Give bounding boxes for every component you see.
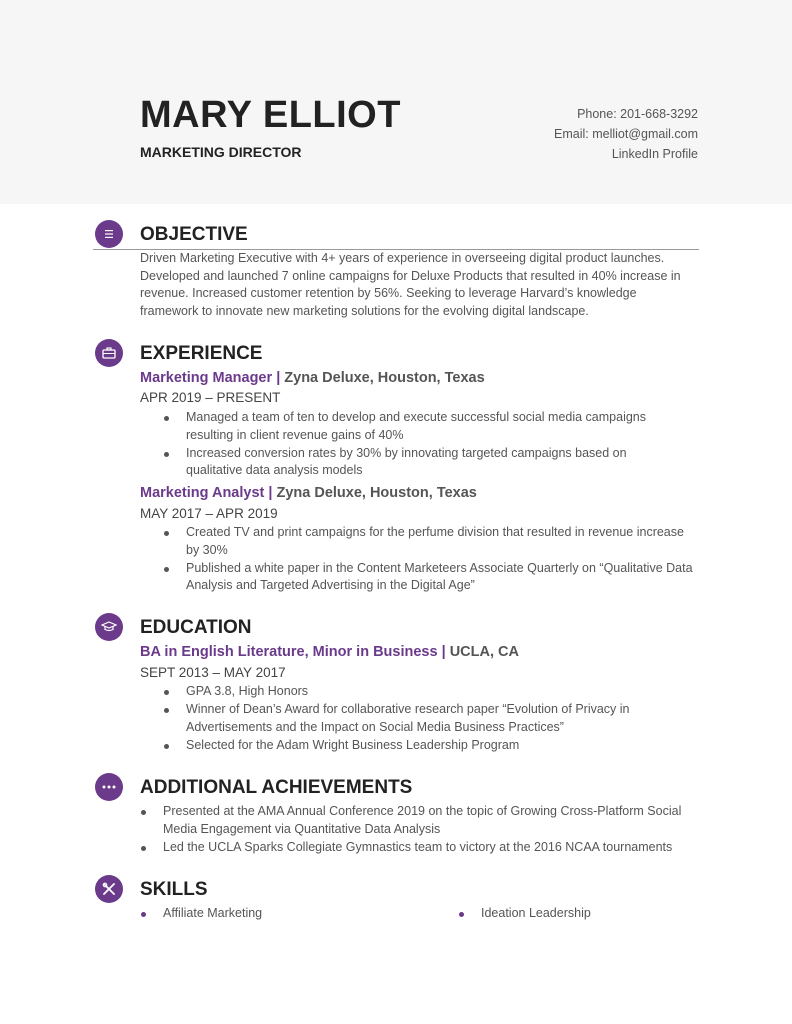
objective-line: framework to innovate new marketing solutions for the evolving digital landscape. [140,303,589,318]
contact-info [554,104,698,164]
education-dates: SEPT 2013 – MAY 2017 [140,665,286,680]
education-heading: EDUCATION [140,617,252,638]
objective-line: Driven Marketing Executive with 4+ years of experience in overseeing digital product launches. [140,251,665,265]
achievements-heading: ADDITIONAL ACHIEVEMENTS [140,777,413,798]
experience-heading: EXPERIENCE [140,343,263,364]
candidate-title: MARKETING DIRECTOR [140,144,302,160]
job-company: Zyna Deluxe, Houston, Texas [276,485,477,501]
school: UCLA, CA [449,644,519,660]
achievements-bullets [141,803,701,857]
job-title-line [140,485,477,501]
bullet-item: Presented at the AMA Annual Conference 2019 on the topic of Growing Cross-Platform Social Media Engagement via Quantitative Data Analysis [141,803,701,838]
job-role: Marketing Manager [140,370,273,386]
objective-line: revenue. Increased customer retention by 56%. Seeking to leverage Harvard’s knowledge [140,286,637,300]
job-dates: MAY 2017 – APR 2019 [140,506,278,521]
education-bullets [164,683,674,755]
degree: BA in English Literature, Minor in Business [140,644,438,660]
job-title-line [140,370,485,386]
skills-heading: SKILLS [140,879,208,900]
separator: | [441,644,446,660]
skill-item: Ideation Leadership [459,906,591,920]
job-bullets [164,409,684,480]
objective-line: Developed and launched 7 online campaigns for Deluxe Products that resulted in 40% increase in [140,268,681,283]
phone: Phone: 201-668-3292 [577,107,698,121]
candidate-name: MARY ELLIOT [140,94,401,136]
separator: | [276,370,281,386]
bullet-item: Led the UCLA Sparks Collegiate Gymnastics team to victory at the 2016 NCAA tournaments [141,839,701,857]
bullet-item: Increased conversion rates by 30% by innovating targeted campaigns based on qualitative data analysis models [164,445,684,480]
list-icon [95,220,123,248]
bullet-item: GPA 3.8, High Honors [164,683,674,701]
graduation-cap-icon [95,613,123,641]
objective-heading: OBJECTIVE [140,224,248,245]
objective-text [140,250,700,320]
bullet-item: Published a white paper in the Content Marketeers Associate Quarterly on “Qualitative Data Analysis and Targeted Advertising in the Digital Age” [164,560,694,595]
skill-item: Affiliate Marketing [141,906,262,920]
bullet-item: Selected for the Adam Wright Business Leadership Program [164,737,674,755]
separator: | [268,485,273,501]
bullet-item: Winner of Dean’s Award for collaborative research paper “Evolution of Privacy in Advertisements and the Impact on Social Media Business Practices” [164,701,674,736]
email: Email: melliot@gmail.com [554,127,698,141]
bullet-item: Managed a team of ten to develop and execute successful social media campaigns resulting in client revenue gains of 40% [164,409,684,444]
briefcase-icon [95,339,123,367]
linkedin-link[interactable]: LinkedIn Profile [611,147,698,161]
job-role: Marketing Analyst [140,485,265,501]
bullet-item: Created TV and print campaigns for the perfume division that resulted in revenue increase by 30% [164,524,694,559]
job-company: Zyna Deluxe, Houston, Texas [284,370,485,386]
job-dates: APR 2019 – PRESENT [140,390,281,405]
job-bullets [164,524,694,595]
more-icon [95,773,123,801]
tools-icon [95,875,123,903]
degree-line [140,644,519,660]
